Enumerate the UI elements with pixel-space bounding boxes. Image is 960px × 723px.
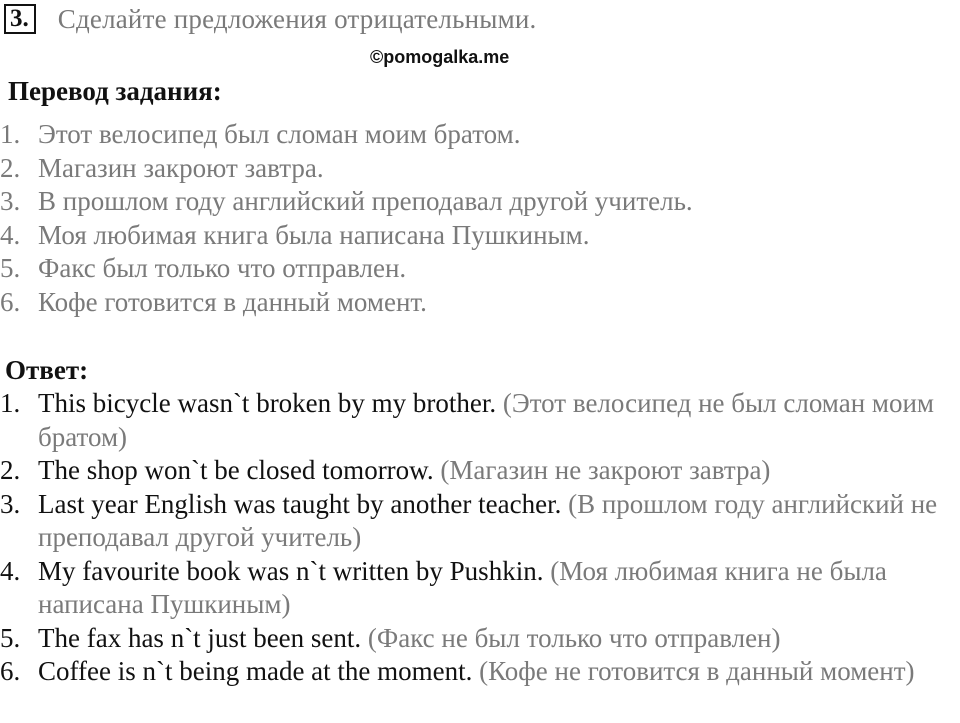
item-text: Факс был только что отправлен. bbox=[38, 253, 407, 283]
item-number: 2. bbox=[0, 152, 21, 183]
list-item bbox=[0, 488, 960, 555]
answer-russian: (Моя любимая книга не была написана Пушкиным) bbox=[38, 555, 887, 619]
answer-english: The fax has n`t just been sent. bbox=[38, 622, 362, 653]
answer-russian: (Факс не был только что отправлен) bbox=[367, 622, 781, 653]
answer-heading: Ответ: bbox=[5, 355, 89, 385]
task-header bbox=[4, 3, 537, 35]
translation-list bbox=[0, 118, 693, 319]
answer-english: Coffee is n`t being made at the moment. bbox=[38, 656, 473, 686]
item-number: 5. bbox=[0, 622, 21, 653]
list-item bbox=[0, 219, 693, 253]
list-item bbox=[0, 555, 960, 622]
list-item bbox=[0, 185, 693, 219]
answer-body bbox=[38, 622, 960, 656]
answer-body bbox=[38, 387, 960, 454]
answer-english: The shop won`t be closed tomorrow. bbox=[38, 455, 434, 485]
item-number: 5. bbox=[0, 253, 21, 283]
item-number: 2. bbox=[0, 455, 21, 485]
task-number-box: 3. bbox=[4, 4, 36, 34]
list-item bbox=[0, 622, 960, 656]
item-number: 4. bbox=[0, 555, 21, 586]
answer-russian: (Магазин не закроют завтра) bbox=[440, 455, 771, 485]
item-text: Моя любимая книга была написана Пушкиным. bbox=[38, 219, 590, 250]
answer-russian: (Кофе не готовится в данный момент) bbox=[479, 656, 915, 686]
list-item bbox=[0, 252, 693, 286]
list-item bbox=[0, 286, 693, 320]
list-item bbox=[0, 387, 960, 454]
answer-english: My favourite book was n`t written by Pushkin. bbox=[38, 555, 544, 586]
item-number: 1. bbox=[0, 119, 21, 149]
answer-list bbox=[0, 387, 960, 689]
list-item bbox=[0, 454, 960, 488]
item-text: Кофе готовится в данный момент. bbox=[38, 286, 427, 317]
answer-english: Last year English was taught by another teacher. bbox=[38, 488, 562, 519]
list-item bbox=[0, 655, 960, 689]
answer-body bbox=[38, 454, 960, 488]
item-number: 3. bbox=[0, 186, 21, 216]
answer-body bbox=[38, 555, 960, 622]
answer-english: This bicycle wasn`t broken by my brother. bbox=[38, 388, 497, 418]
answer-body bbox=[38, 488, 960, 555]
list-item bbox=[0, 118, 693, 152]
item-text: В прошлом году английский преподавал другой учитель. bbox=[38, 186, 693, 216]
list-item bbox=[0, 152, 693, 186]
task-instruction: Сделайте предложения отрицательными. bbox=[57, 3, 537, 34]
item-number: 6. bbox=[0, 656, 21, 686]
item-number: 6. bbox=[0, 286, 21, 317]
watermark: ©pomogalka.me bbox=[370, 47, 510, 67]
answer-russian: (Этот велосипед не был сломан моим братом) bbox=[38, 388, 935, 452]
item-text: Магазин закроют завтра. bbox=[38, 152, 324, 183]
item-number: 3. bbox=[0, 488, 21, 519]
translation-heading: Перевод задания: bbox=[8, 76, 222, 106]
item-number: 4. bbox=[0, 219, 21, 250]
item-number: 1. bbox=[0, 388, 21, 418]
answer-russian: (В прошлом году английский не преподавал другой учитель) bbox=[38, 488, 938, 552]
answer-body bbox=[38, 655, 960, 689]
item-text: Этот велосипед был сломан моим братом. bbox=[38, 119, 521, 149]
